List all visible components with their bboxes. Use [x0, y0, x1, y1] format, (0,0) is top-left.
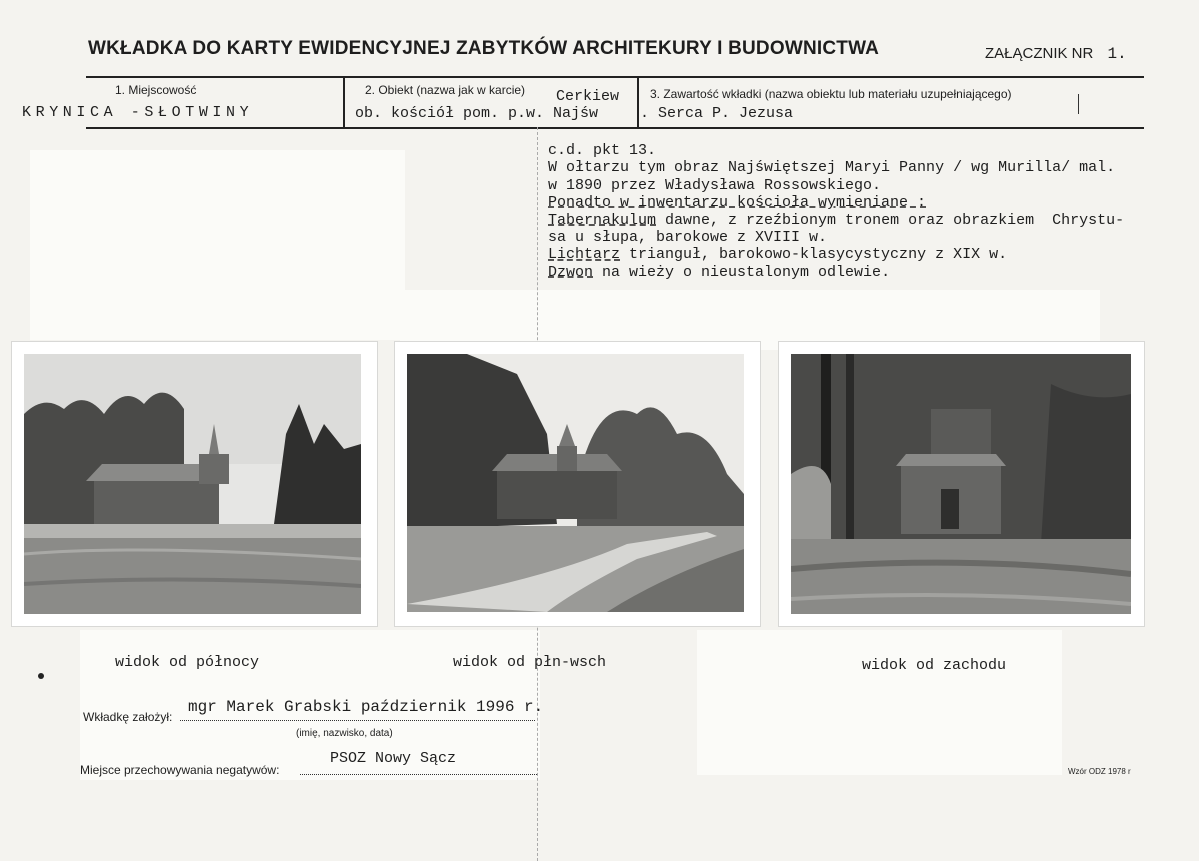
locality-label: 1. Miejscowość: [115, 83, 197, 97]
header-tick: [1078, 94, 1079, 114]
item-name: Lichtarz: [548, 246, 621, 264]
caption-northeast: widok od płn-wsch: [453, 654, 607, 671]
content-value: . Serca P. Jezusa: [640, 105, 794, 122]
photo-north: [12, 342, 377, 626]
object-label: 2. Obiekt (nazwa jak w karcie): [365, 83, 526, 97]
caption-west: widok od zachodu: [862, 657, 1007, 674]
header-divider: [343, 76, 345, 129]
item-name: Tabernakulum: [548, 211, 657, 229]
punch-dot: [38, 673, 44, 679]
body-line: W ołtarzu tym obraz Najświętszej Maryi Panny / wg Murilla/ mal.: [548, 159, 1116, 177]
item-name: Dzwon: [548, 263, 594, 281]
paper-patch: [400, 290, 1100, 350]
church-photo-west: [791, 354, 1131, 614]
body-line: w 1890 przez Władysława Rossowskiego.: [548, 176, 882, 194]
form-title: WKŁADKA DO KARTY EWIDENCYJNEJ ZABYTKÓW ARCHITEKURY I BUDOWNICTWA: [88, 38, 880, 59]
locality-value: KRYNICA -SŁOTWINY: [22, 104, 254, 121]
photo-west: [779, 342, 1144, 626]
annex-number: 1.: [1107, 45, 1127, 63]
header-divider: [637, 76, 639, 129]
body-line: na wieży o nieustalonym odlewie.: [593, 263, 891, 281]
author-hint: (imię, nazwisko, data): [296, 728, 393, 739]
object-value-top: Cerkiew: [556, 88, 620, 105]
caption-north: widok od północy: [115, 654, 260, 671]
storage-value: PSOZ Nowy Sącz: [330, 750, 457, 767]
church-photo-northeast: [407, 354, 744, 612]
inventory-text: [548, 142, 1124, 281]
body-line: trianguł, barokowo-klasycystyczny z XIX w.: [620, 246, 1008, 264]
paper-patch: [697, 630, 1062, 775]
body-line: c.d. pkt 13.: [548, 142, 657, 159]
body-line: sa u słupa, barokowe z XVIII w.: [548, 229, 828, 247]
object-value: ob. kościół pom. p.w. Najśw: [355, 105, 599, 122]
header-bottom-rule: [86, 127, 1144, 129]
author-value: mgr Marek Grabski październik 1996 r.: [188, 698, 544, 716]
annex-label: [985, 45, 1127, 63]
paper-patch: [30, 150, 405, 340]
header-top-rule: [86, 76, 1144, 78]
storage-label: Miejsce przechowywania negatywów:: [80, 763, 280, 777]
content-label: 3. Zawartość wkładki (nazwa obiektu lub materiału uzupełniającego): [650, 87, 1012, 101]
annex-label-text: ZAŁĄCZNIK NR: [985, 45, 1094, 62]
author-label: Wkładkę założył:: [83, 710, 173, 724]
photo-northeast: [395, 342, 760, 626]
form-mark: Wzór ODZ 1978 r: [1068, 767, 1131, 776]
body-line: Ponadto w inwentarzu kościoła wymieniane :: [548, 194, 927, 212]
author-dotted-line: [180, 718, 535, 721]
storage-dotted-line: [300, 772, 537, 775]
church-photo-north: [24, 354, 361, 614]
body-line: dawne, z rzeźbionym tronem oraz obrazkiem Chrystu-: [656, 211, 1125, 229]
